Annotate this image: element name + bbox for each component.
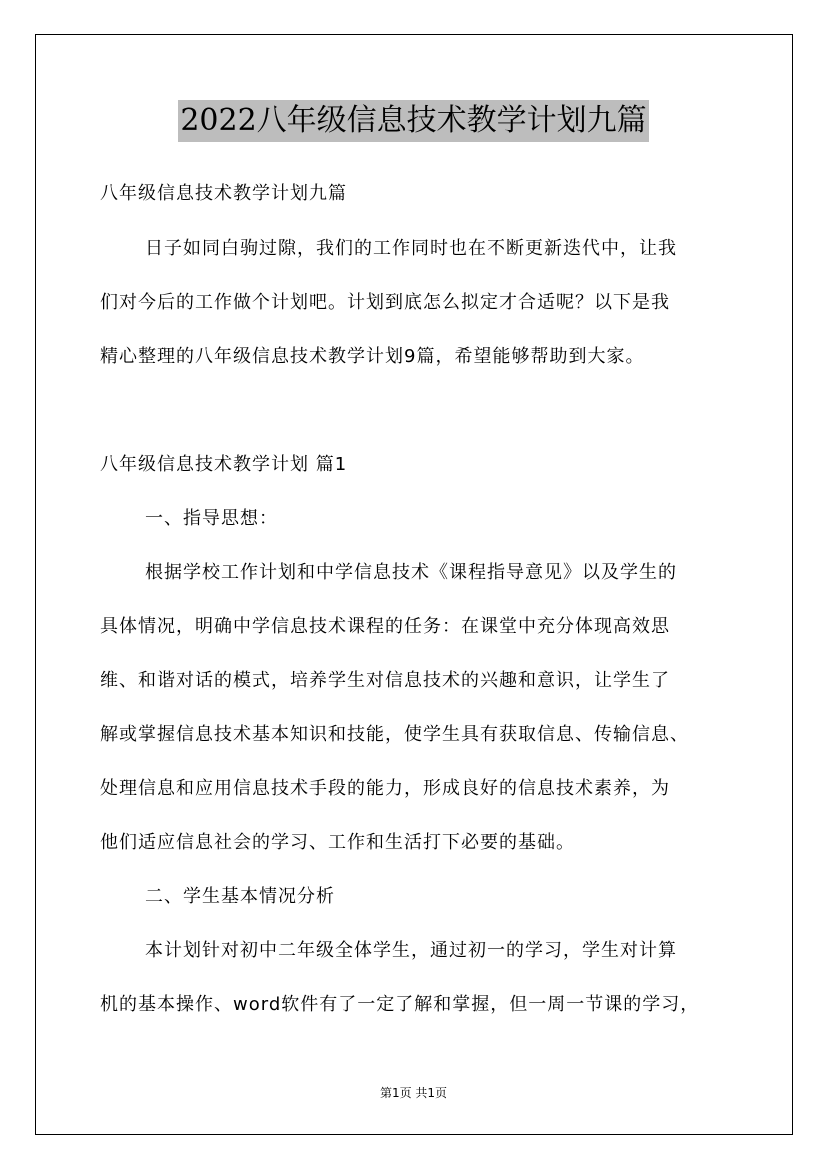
section-heading: 八年级信息技术教学计划 篇1 [100,454,348,475]
intro-line-2: 们对今后的工作做个计划吧。计划到底怎么拟定才合适呢？以下是我 [100,292,670,313]
title-container [0,100,827,142]
body-line-1: 根据学校工作计划和中学信息技术《课程指导意见》以及学生的 [145,562,677,583]
body-line-3: 维、和谐对话的模式，培养学生对信息技术的兴趣和意识，让学生了 [100,670,670,691]
body-line-4: 解或掌握信息技术基本知识和技能，使学生具有获取信息、传输信息、 [100,724,689,745]
body-line-8: 机的基本操作、word软件有了一定了解和掌握，但一周一节课的学习， [100,994,700,1015]
body-line-7: 本计划针对初中二年级全体学生，通过初一的学习，学生对计算 [145,940,677,961]
document-title: 2022八年级信息技术教学计划九篇 [178,100,648,142]
subheading-guiding-thought: 一、指导思想： [145,508,278,529]
body-line-2: 具体情况，明确中学信息技术课程的任务：在课堂中充分体现高效思 [100,616,670,637]
subtitle-line: 八年级信息技术教学计划九篇 [100,183,347,204]
body-line-5: 处理信息和应用信息技术手段的能力，形成良好的信息技术素养，为 [100,778,670,799]
subheading-student-analysis: 二、学生基本情况分析 [145,886,335,907]
page-footer: 第1页 共1页 [379,1086,448,1100]
body-line-6: 他们适应信息社会的学习、工作和生活打下必要的基础。 [100,832,575,853]
intro-line-3: 精心整理的八年级信息技术教学计划9篇，希望能够帮助到大家。 [100,346,645,367]
intro-line-1: 日子如同白驹过隙，我们的工作同时也在不断更新迭代中，让我 [145,238,677,259]
